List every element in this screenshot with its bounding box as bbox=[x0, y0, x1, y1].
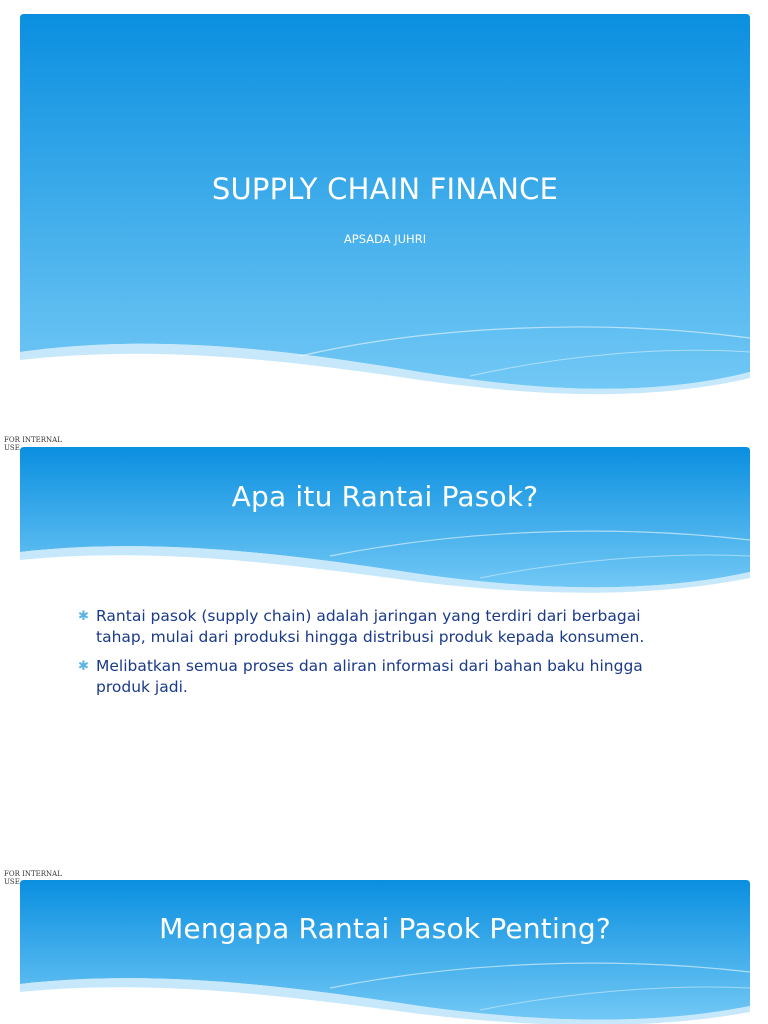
slide-mengapa-penting bbox=[0, 866, 768, 1024]
slide-rantai-pasok bbox=[0, 432, 768, 872]
asterisk-bullet-icon: ✱ bbox=[78, 659, 89, 674]
bullet-item bbox=[78, 606, 678, 648]
asterisk-bullet-icon: ✱ bbox=[78, 609, 89, 624]
slide-2-bullet-list bbox=[78, 606, 678, 706]
bullet-item bbox=[78, 656, 678, 698]
internal-use-label: FOR INTERNAL USE bbox=[4, 436, 62, 452]
internal-use-label: FOR INTERNAL USE bbox=[4, 870, 62, 886]
slide-3-header-background bbox=[0, 866, 768, 1024]
bullet-text: Rantai pasok (supply chain) adalah jaringan yang terdiri dari berbagai tahap, mulai dari produksi hingga distribusi produk kepada konsumen. bbox=[96, 607, 645, 646]
slide-title bbox=[0, 0, 768, 400]
slide-3-title: Mengapa Rantai Pasok Penting? bbox=[159, 912, 611, 945]
bullet-text: Melibatkan semua proses dan aliran informasi dari bahan baku hingga produk jadi. bbox=[96, 657, 643, 696]
slide-2-header-background bbox=[0, 432, 768, 602]
presentation-author: APSADA JUHRI bbox=[343, 232, 427, 246]
slide-2-title: Apa itu Rantai Pasok? bbox=[231, 480, 539, 513]
presentation-title: SUPPLY CHAIN FINANCE bbox=[211, 172, 559, 206]
